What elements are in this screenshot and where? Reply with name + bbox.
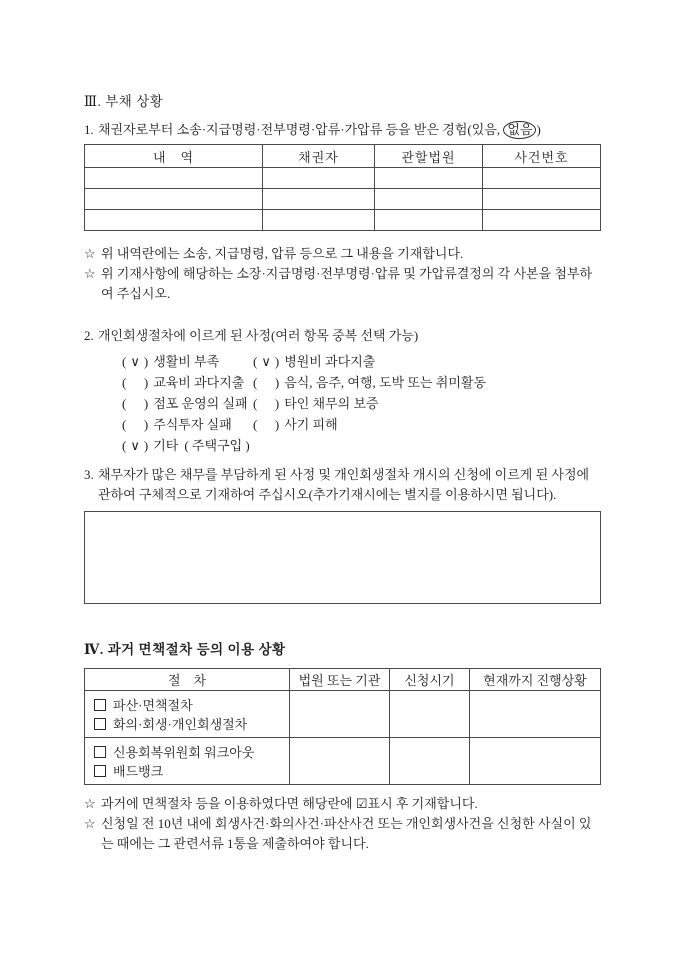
checkbox-option-stock-investment-failure[interactable] (122, 414, 253, 433)
q1-text-after: ) (536, 122, 541, 137)
procedure-label: 신용회복위원회 워크아웃 (113, 745, 255, 760)
checkbox-option-living-expenses[interactable] (122, 351, 253, 370)
question-2 (84, 326, 601, 346)
question-1 (84, 120, 601, 140)
checkbox-icon (253, 354, 279, 369)
question-3-number: 3. (84, 467, 94, 482)
option-label: 병원비 과다지출 (284, 354, 376, 369)
other-fill-in-value: ( 주택구입 ) (184, 438, 250, 453)
checkbox-option-store-management-failure[interactable] (122, 393, 253, 412)
input-cell-filing-date[interactable] (390, 738, 470, 785)
check-mark: ∨ (130, 354, 140, 369)
input-cell-court-or-agency[interactable] (290, 691, 390, 738)
checkbox-icon (122, 438, 148, 453)
checkbox-option-hospital-expenses[interactable] (253, 351, 375, 370)
statement-input-area[interactable] (84, 511, 601, 604)
checkbox-bankruptcy-discharge-procedure[interactable] (94, 695, 283, 714)
input-cell-creditor[interactable] (263, 210, 375, 231)
procedure-label: 화의·회생·개인회생절차 (113, 717, 248, 732)
option-row (122, 371, 601, 392)
checkbox-icon (122, 417, 148, 432)
checkbox-icon (253, 396, 279, 411)
option-row (122, 350, 601, 371)
checkbox-option-education-expenses[interactable] (122, 372, 253, 391)
procedure-cell (85, 691, 290, 738)
col-header-procedure: 절 차 (85, 669, 290, 691)
checkbox-icon (94, 765, 106, 777)
table2-row (85, 691, 601, 738)
input-cell-creditor[interactable] (263, 189, 375, 210)
checkbox-composition-rehabilitation-procedure[interactable] (94, 714, 283, 733)
input-cell-case-number[interactable] (483, 189, 601, 210)
procedure-cell (85, 738, 290, 785)
check-mark: ∨ (261, 354, 271, 369)
note-submit-related-documents (84, 814, 601, 854)
input-cell-case-number[interactable] (483, 210, 601, 231)
input-cell-description[interactable] (85, 210, 263, 231)
star-icon: ☆ (84, 796, 96, 811)
question-1-number: 1. (84, 122, 94, 137)
input-cell-court-or-agency[interactable] (290, 738, 390, 785)
col-header-case-number: 사건번호 (483, 145, 601, 168)
document-page (84, 90, 601, 854)
option-label: 교육비 과다지출 (153, 375, 245, 390)
option-row (122, 413, 601, 434)
check-mark: ∨ (130, 438, 140, 453)
table1-row (85, 168, 601, 189)
question-2-text: 개인회생절차에 이르게 된 사정(여러 항목 중복 선택 가능) (98, 328, 419, 343)
note-table-contents (84, 244, 601, 264)
table1-header-row (85, 145, 601, 168)
table1-row (85, 189, 601, 210)
col-header-filing-date: 신청시기 (390, 669, 470, 691)
section4-title: Ⅳ. 과거 면책절차 등의 이용 상황 (84, 642, 286, 657)
input-cell-court[interactable] (375, 189, 483, 210)
checkbox-option-food-drink-travel-gambling-hobby[interactable] (253, 372, 486, 391)
option-row (122, 392, 601, 413)
checkbox-icon (122, 396, 148, 411)
input-cell-case-number[interactable] (483, 168, 601, 189)
section3-title: Ⅲ. 부채 상황 (84, 94, 164, 109)
checkbox-icon (94, 718, 106, 730)
checkbox-icon (253, 375, 279, 390)
input-cell-current-status[interactable] (470, 691, 601, 738)
checkbox-option-third-party-debt-guarantee[interactable] (253, 393, 379, 412)
star-icon: ☆ (84, 246, 96, 261)
col-header-description: 내 역 (85, 145, 263, 168)
note-text: 위 기재사항에 해당하는 소장·지급명령·전부명령·압류 및 가압류결정의 각 사본을 첨부하여 주십시오. (101, 266, 593, 301)
q1-text-before: 채권자로부터 소송·지급명령·전부명령·압류·가압류 등을 받은 경험(있음, (98, 122, 504, 137)
checkbox-icon (253, 417, 279, 432)
input-cell-creditor[interactable] (263, 168, 375, 189)
checkbox-bad-bank[interactable] (94, 761, 283, 780)
input-cell-description[interactable] (85, 168, 263, 189)
procedure-label: 배드뱅크 (113, 764, 164, 779)
creditor-action-table (84, 144, 601, 231)
circled-answer-none[interactable]: 없음 (503, 121, 536, 139)
input-cell-court[interactable] (375, 210, 483, 231)
checkbox-icon (122, 354, 148, 369)
col-header-creditor: 채권자 (263, 145, 375, 168)
option-label: 점포 운영의 실패 (153, 396, 248, 411)
procedure-label: 파산·면책절차 (113, 698, 193, 713)
note-mark-checkbox (84, 794, 601, 814)
table2-header-row (85, 669, 601, 691)
input-cell-current-status[interactable] (470, 738, 601, 785)
col-header-court-or-agency: 법원 또는 기관 (290, 669, 390, 691)
star-icon: ☆ (84, 816, 96, 831)
option-label: 생활비 부족 (153, 354, 220, 369)
star-icon: ☆ (84, 266, 96, 281)
option-label: 사기 피해 (284, 417, 338, 432)
checkbox-option-other[interactable] (122, 435, 250, 454)
question-2-number: 2. (84, 328, 94, 343)
input-cell-court[interactable] (375, 168, 483, 189)
note-text: 위 내역란에는 소송, 지급명령, 압류 등으로 그 내용을 기재합니다. (101, 246, 464, 261)
circumstance-options (84, 350, 601, 455)
input-cell-filing-date[interactable] (390, 691, 470, 738)
note-text: 과거에 면책절차 등을 이용하였다면 해당란에 ☑표시 후 기재합니다. (101, 796, 478, 811)
col-header-court: 관할법원 (375, 145, 483, 168)
option-label: 음식, 음주, 여행, 도박 또는 취미활동 (284, 375, 486, 390)
table1-row (85, 210, 601, 231)
checkbox-icon (94, 746, 106, 758)
option-label: 기타 (153, 438, 179, 453)
question-3 (84, 465, 601, 505)
option-row (122, 434, 601, 455)
checkbox-icon (94, 699, 106, 711)
checkbox-option-fraud-victim[interactable] (253, 414, 338, 433)
input-cell-description[interactable] (85, 189, 263, 210)
option-label: 주식투자 실패 (153, 417, 232, 432)
checkbox-credit-recovery-committee-workout[interactable] (94, 742, 283, 761)
question-3-text: 채무자가 많은 채무를 부담하게 된 사정 및 개인회생절차 개시의 신청에 이르게 된 사정에 관하여 구체적으로 기재하여 주십시오(추가기재시에는 별지를 이용하시면 됩니다). (98, 467, 590, 502)
col-header-current-status: 현재까지 진행상황 (470, 669, 601, 691)
option-label: 타인 채무의 보증 (284, 396, 379, 411)
checkbox-icon (122, 375, 148, 390)
table2-row (85, 738, 601, 785)
past-procedure-table (84, 668, 601, 785)
note-text: 신청일 전 10년 내에 회생사건·화의사건·파산사건 또는 개인회생사건을 신청한 사실이 있는 때에는 그 관련서류 1통을 제출하여야 합니다. (101, 816, 592, 851)
note-attach-copies (84, 264, 601, 304)
question-1-text (98, 120, 601, 140)
